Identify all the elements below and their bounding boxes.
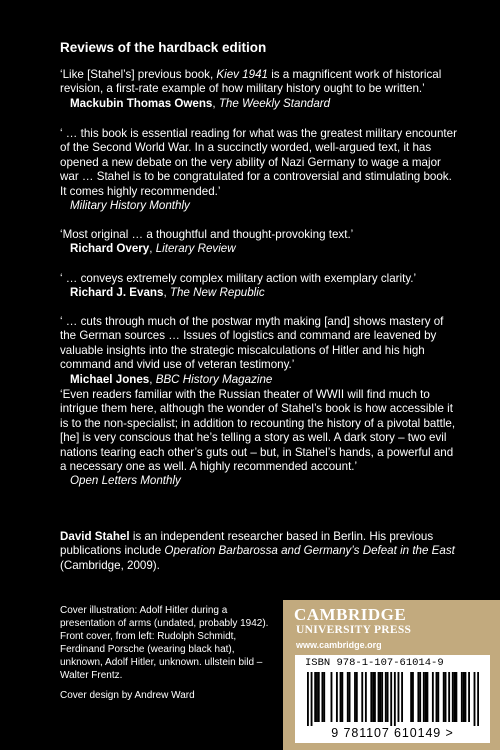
- barcode-bar: [318, 672, 320, 722]
- barcode-bar: [394, 672, 396, 726]
- barcode-bar: [463, 672, 465, 722]
- cover-design-credit: Cover design by Andrew Ward: [60, 690, 195, 701]
- barcode-bar: [477, 672, 479, 726]
- review-attribution: Open Letters Monthly: [70, 474, 181, 488]
- barcode-bar: [340, 672, 342, 722]
- barcode-bar: [454, 672, 456, 722]
- review-6: ‘Even readers familiar with the Russian theater of WWII will find much to intrigue them here, although the wonder of Stahel’s book is how accessible it is to the non-specialist; in addition to recounting the history of a pivotal battle, [he] is very conscious that he’s telling a story as well. A dark story – two evil nations tearing each other’s guts out – but, in Stahel’s hands, a powerful and a necessary one as well. A highly recommended account.’ Open Letters Monthly: [60, 388, 460, 489]
- review-attribution: Military History Monthly: [70, 199, 190, 213]
- barcode-bar: [336, 672, 338, 722]
- barcode-bar: [436, 672, 438, 722]
- barcode-bar: [443, 672, 445, 722]
- barcode-bar: [381, 672, 383, 722]
- barcode-bar: [385, 672, 387, 722]
- barcode-bar: [379, 672, 381, 722]
- barcode-bar: [354, 672, 356, 722]
- review-2: ‘ … this book is essential reading for what was the greatest military encounter of the Second World War. In a succinctly worded, well-argued text, it has opened a new debate on the very ability of Nazi Germany to wage a major war … Stahel is to be congratulated for a controversial and stimulating book. It comes highly recommended.’ Military History Monthly: [60, 127, 460, 213]
- barcode-bar: [331, 672, 333, 722]
- barcode-bar: [347, 672, 349, 722]
- barcode-bar: [426, 672, 428, 722]
- barcode-bar: [365, 672, 367, 722]
- barcode-bar: [398, 672, 400, 722]
- review-attribution: Richard Overy, Literary Review: [70, 242, 236, 256]
- publisher-logo: CAMBRIDGE: [294, 605, 407, 624]
- review-attribution: Mackubin Thomas Owens, The Weekly Standard: [70, 96, 331, 110]
- barcode-bar: [432, 672, 434, 722]
- barcode-bar: [349, 672, 351, 722]
- publisher-panel: [283, 600, 500, 750]
- author-bio: David Stahel is an independent researcher based in Berlin. His previous publications include Operation Barbarossa and Germany’s Defeat in the East (Cambridge, 2009).: [60, 530, 455, 572]
- barcode-digits: 9 781107 610149 >: [331, 726, 454, 740]
- barcode-panel: [295, 655, 490, 743]
- barcode-bar: [311, 672, 313, 726]
- barcode-bar: [361, 672, 363, 722]
- reviews-heading: Reviews of the hardback edition: [60, 40, 267, 55]
- barcode-bar: [410, 672, 412, 722]
- barcode-bar: [448, 672, 450, 722]
- barcode-bar: [452, 672, 454, 722]
- cover-illustration-credits: Cover illustration: Adolf Hitler during a presentation of arms (undated, probably 1942). Front cover, from left: Rudolph Schmidt, Ferdinand Porsche (wearing black hat), unknown, Adolf Hitler, unknown. ullstein bild – Walter Frentz.: [60, 605, 269, 681]
- barcode-bar: [417, 672, 419, 722]
- barcode-bar: [390, 672, 392, 726]
- barcode-bar: [378, 672, 380, 722]
- publisher-website: www.cambridge.org: [296, 640, 382, 650]
- barcode-bar: [314, 672, 316, 722]
- barcode-bar: [468, 672, 470, 722]
- barcode-bar: [321, 672, 323, 722]
- barcode-bar: [374, 672, 376, 722]
- barcode-bar: [461, 672, 463, 722]
- barcode-bar: [323, 672, 325, 722]
- publisher-press-label: UNIVERSITY PRESS: [296, 624, 412, 636]
- barcode-bar: [474, 672, 476, 726]
- barcode-bar: [370, 672, 372, 722]
- barcode-bar: [423, 672, 425, 722]
- review-attribution: Michael Jones, BBC History Magazine: [70, 372, 273, 386]
- barcode-bar: [445, 672, 447, 722]
- barcode-bar: [455, 672, 457, 722]
- barcode-bar: [316, 672, 318, 722]
- barcode-icon: [307, 672, 479, 726]
- barcode-bar: [465, 672, 467, 722]
- barcode-bar: [419, 672, 421, 722]
- barcode-bar: [401, 672, 403, 722]
- barcode-bar: [437, 672, 439, 722]
- barcode-bar: [341, 672, 343, 722]
- barcode-bar: [412, 672, 414, 722]
- barcode-bar: [425, 672, 427, 722]
- review-4: ‘ … conveys extremely complex military action with exemplary clarity.’ Richard J. Evans, The New Republic: [60, 272, 460, 301]
- review-5: ‘ … cuts through much of the postwar myth making [and] shows mastery of the German sources … Issues of logistics and command are leavened by valuable insights into the strategic miscalculations of Hitler and his high command and vivid use of veteran testimony.’ Michael Jones, BBC History Magazine: [60, 315, 460, 387]
- barcode-bar: [387, 672, 389, 722]
- barcode-bar: [372, 672, 374, 722]
- barcode-bar: [307, 672, 309, 726]
- barcode-bar: [356, 672, 358, 722]
- review-1: ‘Like [Stahel’s] previous book, Kiev 1941 is a magnificent work of historical revision, a first-rate example of how military history ought to be written.’ Mackubin Thomas Owens, The Weekly Standard: [60, 68, 460, 111]
- review-attribution: Richard J. Evans, The New Republic: [70, 286, 265, 300]
- review-3: ‘Most original … a thoughtful and thought-provoking text.’ Richard Overy, Literary Review: [60, 228, 460, 257]
- isbn-label: ISBN 978-1-107-61014-9: [305, 657, 444, 669]
